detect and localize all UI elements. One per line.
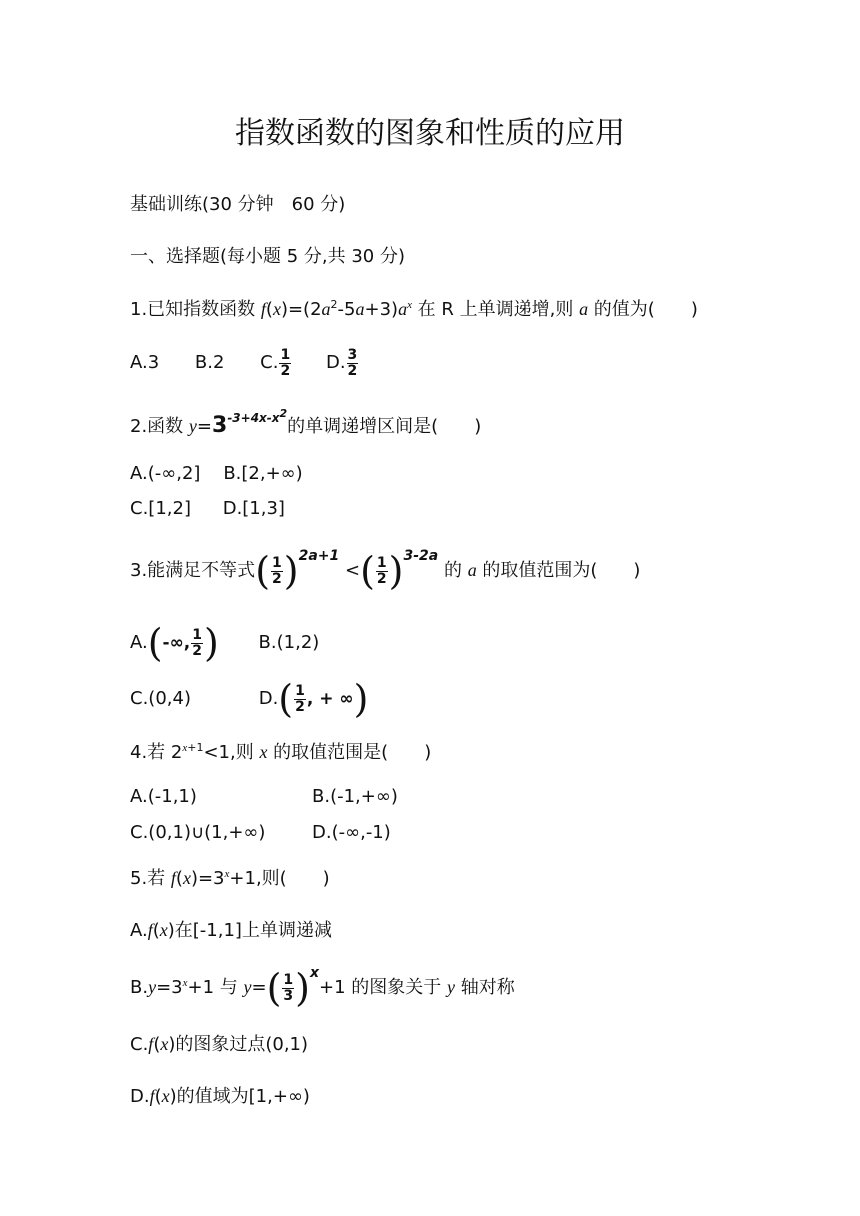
option-a[interactable]: A.3: [130, 352, 160, 373]
question-4-options-row1: [130, 785, 398, 809]
option-b[interactable]: B.[2,+∞): [223, 463, 303, 484]
option-c[interactable]: C.[1,2]: [130, 498, 191, 519]
option-b[interactable]: B.2: [194, 352, 225, 373]
option-a[interactable]: A.(-∞,2]: [130, 463, 201, 484]
question-4-stem: 4.若 $2^{x+1}<1$,则 x 的取值范围是( ): [130, 741, 432, 763]
page-title: 指数函数的图象和性质的应用: [235, 116, 625, 151]
option-d[interactable]: D.( $\frac{1}{2}$ , + ∞): [258, 677, 369, 721]
option-c[interactable]: C.(0,4): [130, 688, 191, 709]
option-b[interactable]: B.(1,2): [258, 632, 320, 653]
option-a[interactable]: A.(-∞, $\frac{1}{2}$ ): [130, 621, 219, 665]
question-3-options-row1: [130, 620, 319, 666]
option-b[interactable]: B.(-1,+∞): [312, 786, 398, 807]
part-heading: 一、选择题(每小题 5 分,共 30 分): [130, 246, 406, 267]
option-c[interactable]: C. $\frac{1}{2}$: [260, 346, 291, 379]
question-3-stem: 3.能满足不等式( $\frac{1}{2}$ )$^{2a+1}$ <( $\frac{1}{2}$ )$^{3-2a}$ 的 a 的取值范围为( ): [130, 548, 641, 593]
question-5-option-b[interactable]: $B.y=3^x+1$ 与 y=( $\frac{1}{3}$ )$^x$+1 的图象关于 y 轴对称: [130, 965, 515, 1010]
question-2-options-row1: [130, 462, 303, 486]
option-d[interactable]: D.(-∞,-1): [312, 822, 391, 843]
section-heading: 基础训练(30 分钟 60 分): [130, 194, 346, 215]
question-5-stem: 5.若 $f(x)=3^x+1$,则( ): [130, 868, 330, 889]
question-1-stem: 1.已知指数函数 $f(x)=(2a^2-5a+3)a^x$ 在 R 上单调递增,则 a 的值为( ): [130, 298, 698, 320]
option-d[interactable]: D. $\frac{3}{2}$: [325, 346, 358, 379]
question-1-options: [130, 343, 359, 383]
question-4-options-row2: [130, 821, 391, 845]
option-a[interactable]: A.(-1,1): [130, 786, 197, 807]
question-3-options-row2: [130, 676, 368, 722]
question-5-option-c[interactable]: C.f(x)的图象过点(0,1): [130, 1034, 309, 1055]
question-2-stem: 2.函数 $y=3^{-3+4x-x^2}$的单调递增区间是( ): [130, 407, 482, 438]
option-c[interactable]: C.(0,1)∪(1,+∞): [130, 822, 266, 843]
question-2-options-row2: [130, 497, 285, 521]
question-5-option-d[interactable]: D.f(x)的值域为[1,+∞): [130, 1086, 310, 1107]
option-d[interactable]: D.[1,3]: [222, 498, 285, 519]
question-5-option-a[interactable]: A.f(x)在[-1,1]上单调递减: [130, 920, 332, 941]
